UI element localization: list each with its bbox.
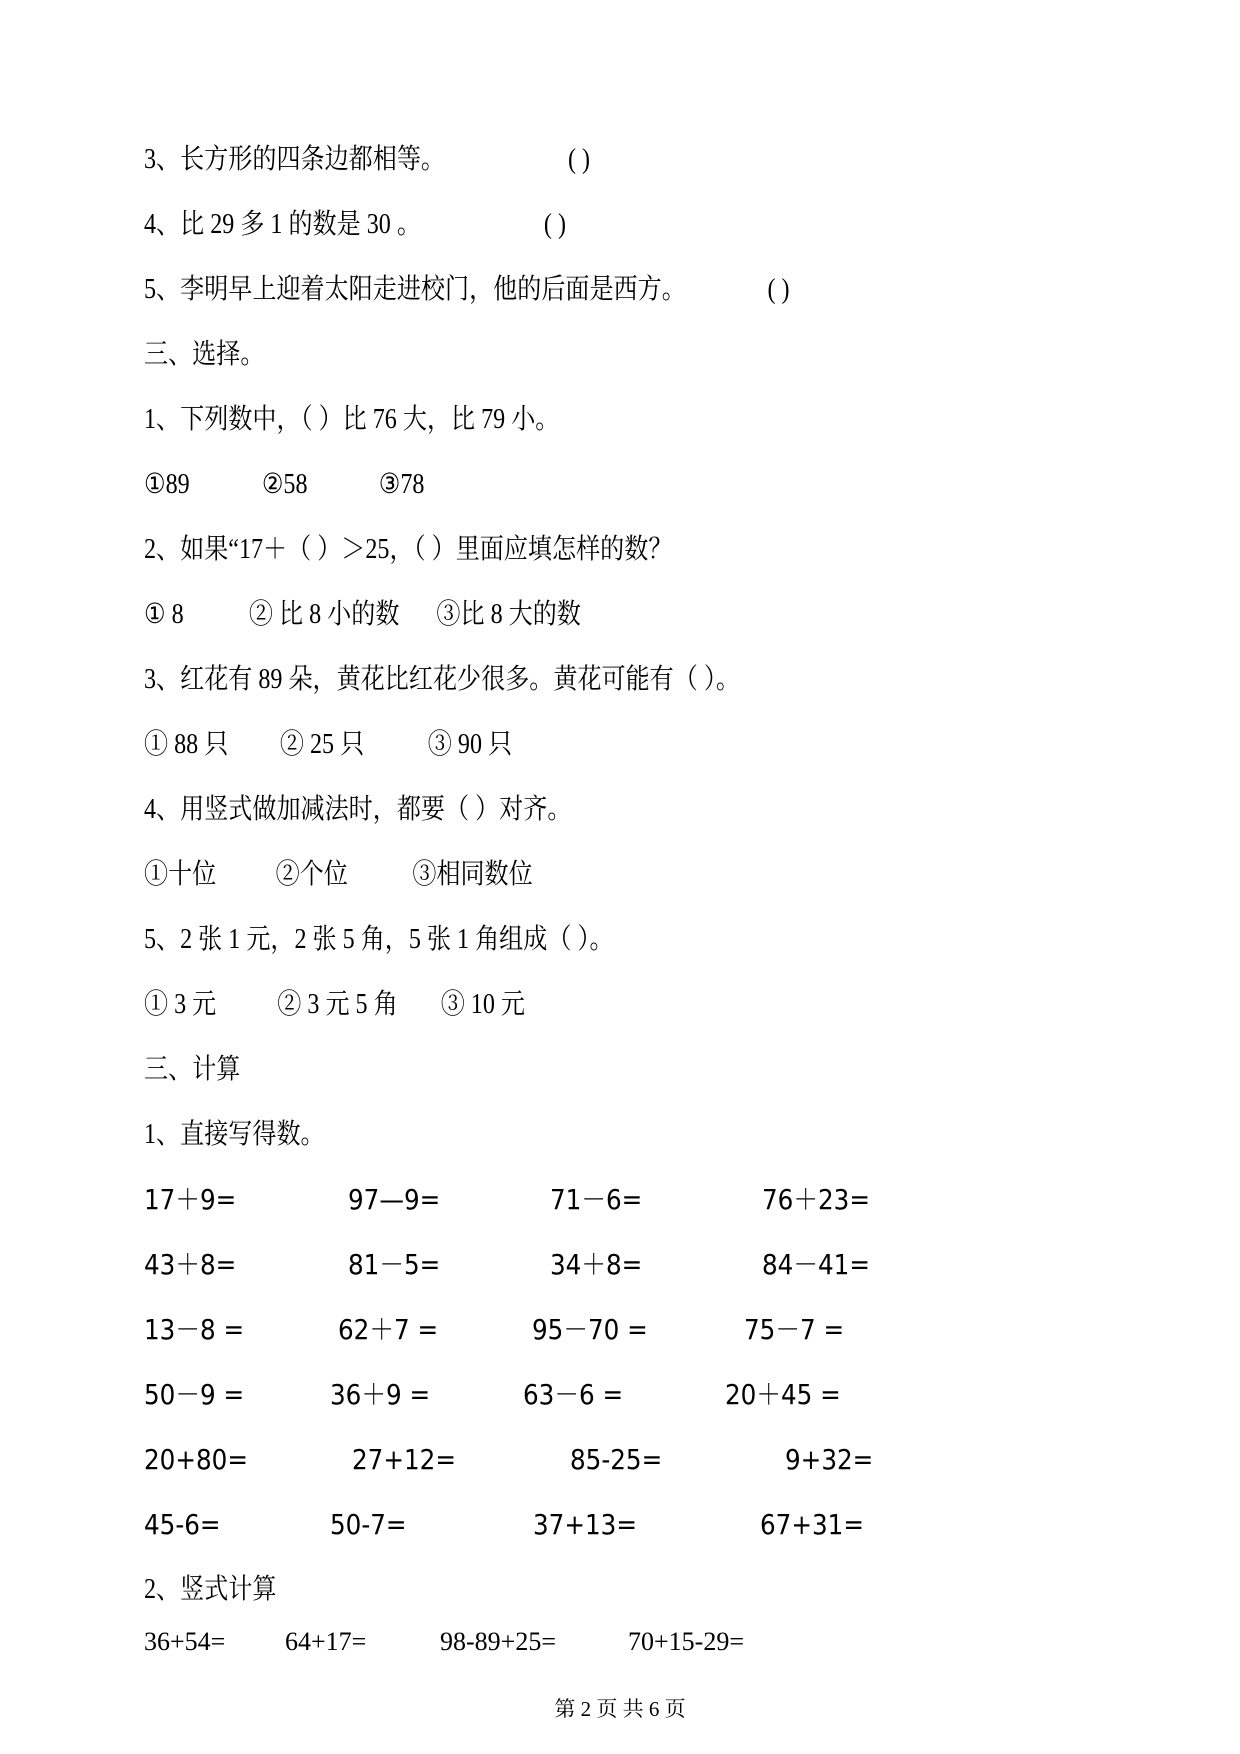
- mental-math-item: 20+80=: [144, 1443, 249, 1476]
- page-number-footer: 第 2 页 共 6 页: [554, 1697, 686, 1721]
- option-1[interactable]: ① 88 只: [144, 729, 229, 760]
- mental-math-item: 81－5=: [348, 1248, 441, 1281]
- answer-blank[interactable]: ( ): [567, 144, 591, 175]
- option-2[interactable]: ② 25 只: [279, 729, 365, 760]
- calc-part2-title: 2、竖式计算: [144, 1574, 277, 1605]
- mental-math-item: 50－9 =: [144, 1378, 245, 1411]
- option-3[interactable]: ③78: [378, 469, 425, 500]
- option-3[interactable]: ③ 90 只: [427, 729, 513, 760]
- question-text: 3、长方形的四条边都相等。: [144, 144, 446, 175]
- option-3[interactable]: ③比 8 大的数: [436, 599, 581, 630]
- mental-math-item: 9+32=: [785, 1443, 874, 1476]
- mental-math-item: 95－70 =: [532, 1313, 648, 1346]
- choice-question: 1、下列数中，（ ）比 76 大，比 79 小。: [144, 404, 560, 435]
- vertical-calc-item: 36+54=: [144, 1627, 226, 1656]
- vertical-calc-item: 64+17=: [285, 1627, 367, 1656]
- option-1[interactable]: ①89: [144, 469, 190, 500]
- option-2[interactable]: ②个位: [275, 859, 348, 890]
- mental-math-item: 45-6=: [144, 1508, 221, 1541]
- mental-math-item: 17＋9=: [144, 1183, 237, 1216]
- mental-math-item: 50-7=: [330, 1508, 407, 1541]
- option-2[interactable]: ②58: [261, 469, 308, 500]
- mental-math-item: 34＋8=: [550, 1248, 643, 1281]
- option-3[interactable]: ③相同数位: [412, 859, 533, 890]
- mental-math-item: 97—9=: [348, 1183, 441, 1216]
- option-3[interactable]: ③ 10 元: [440, 989, 525, 1020]
- mental-math-item: 43＋8=: [144, 1248, 237, 1281]
- mental-math-item: 63－6 =: [523, 1378, 624, 1411]
- option-2[interactable]: ② 比 8 小的数: [248, 599, 400, 630]
- mental-math-item: 37+13=: [533, 1508, 638, 1541]
- mental-math-item: 62＋7 =: [338, 1313, 439, 1346]
- mental-math-item: 36＋9 =: [330, 1378, 431, 1411]
- vertical-calc-item: 70+15-29=: [628, 1627, 744, 1656]
- section-heading-calc: 三、计算: [144, 1054, 241, 1085]
- mental-math-item: 67+31=: [760, 1508, 865, 1541]
- mental-math-item: 20＋45 =: [725, 1378, 841, 1411]
- section-heading-choice: 三、选择。: [144, 339, 265, 370]
- calc-part1-title: 1、直接写得数。: [144, 1119, 325, 1150]
- option-2[interactable]: ② 3 元 5 角: [277, 989, 398, 1020]
- choice-question: 4、用竖式做加减法时，都要（ ）对齐。: [144, 794, 572, 825]
- mental-math-item: 71－6=: [550, 1183, 643, 1216]
- question-text: 4、比 29 多 1 的数是 30 。: [144, 209, 421, 240]
- choice-question: 5、2 张 1 元，2 张 5 角，5 张 1 角组成（ ）。: [144, 924, 614, 955]
- mental-math-item: 27+12=: [352, 1443, 457, 1476]
- option-1[interactable]: ①十位: [144, 859, 217, 890]
- mental-math-item: 84－41=: [762, 1248, 871, 1281]
- choice-question: 3、红花有 89 朵，黄花比红花少很多。黄花可能有（ ）。: [144, 664, 740, 695]
- mental-math-item: 75－7 =: [744, 1313, 845, 1346]
- option-1[interactable]: ① 8: [144, 599, 184, 630]
- mental-math-item: 13－8 =: [144, 1313, 245, 1346]
- answer-blank[interactable]: ( ): [543, 209, 566, 240]
- option-1[interactable]: ① 3 元: [144, 989, 217, 1020]
- choice-question: 2、如果“17＋（ ）＞25，（ ）里面应填怎样的数？: [144, 534, 673, 565]
- mental-math-item: 76＋23=: [762, 1183, 871, 1216]
- mental-math-item: 85-25=: [570, 1443, 663, 1476]
- question-text: 5、李明早上迎着太阳走进校门，他的后面是西方。: [144, 274, 686, 305]
- answer-blank[interactable]: ( ): [767, 274, 790, 305]
- vertical-calc-item: 98-89+25=: [440, 1627, 556, 1656]
